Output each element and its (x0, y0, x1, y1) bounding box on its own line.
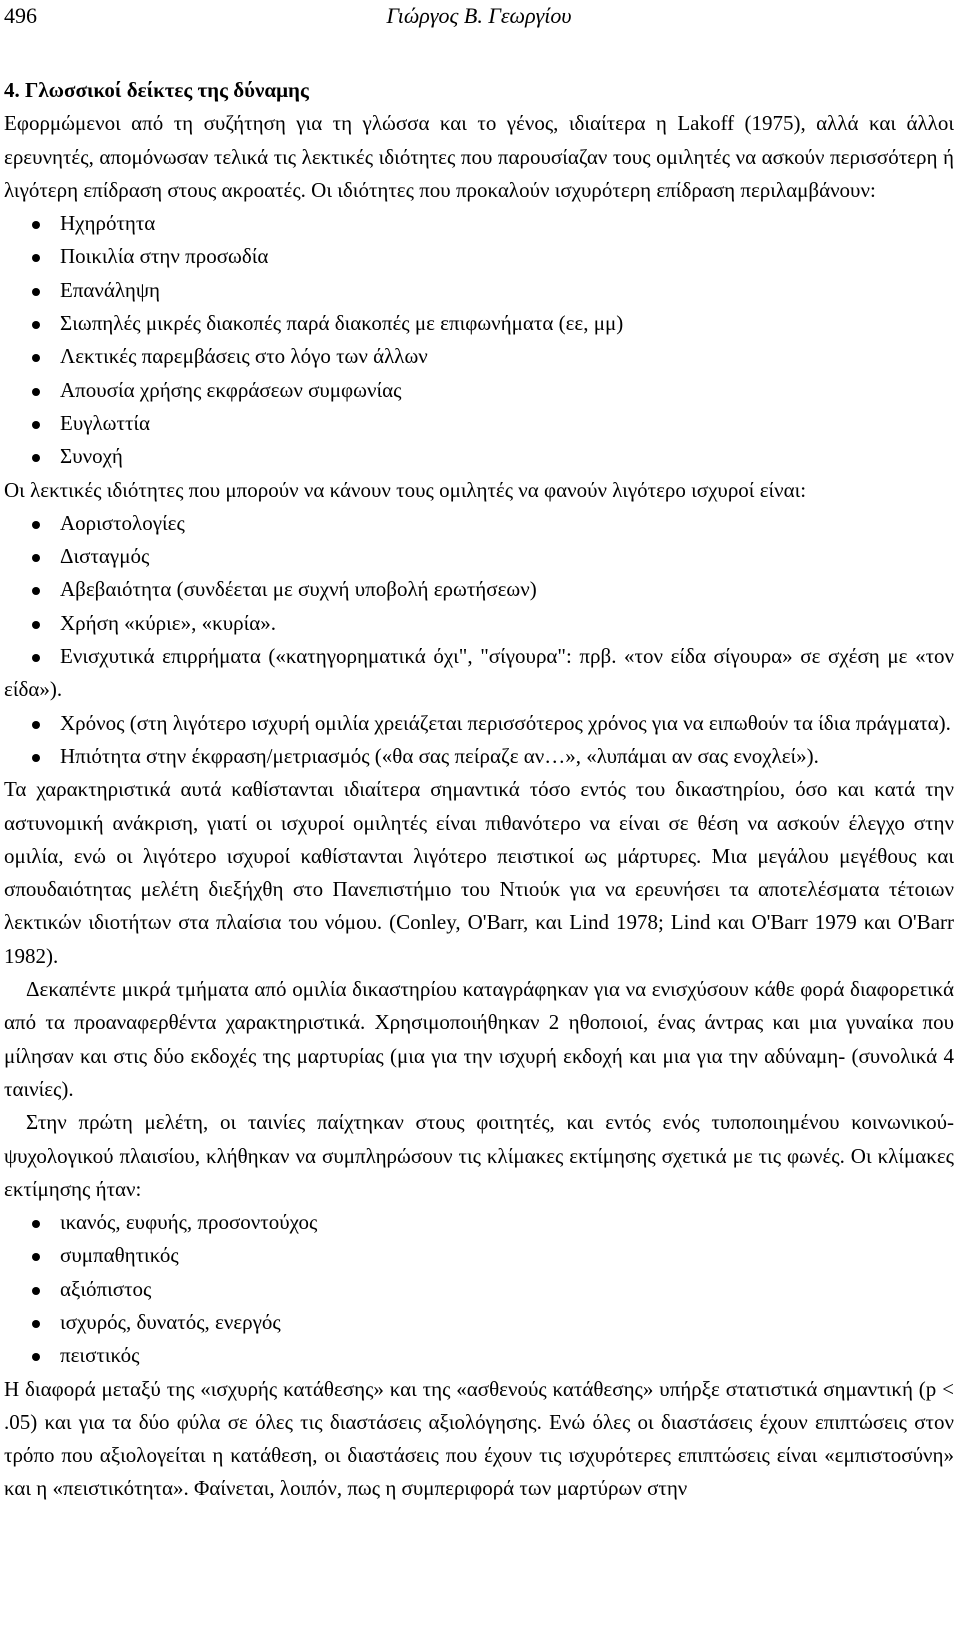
section-title: 4. Γλωσσικοί δείκτες της δύναμης (4, 78, 309, 102)
list-item: Χρήση «κύριε», «κυρία». (4, 607, 954, 640)
list-item: Συνοχή (4, 440, 954, 473)
fifteen-segments-paragraph: Δεκαπέντε μικρά τμήματα από ομιλία δικαστηρίου καταγράφηκαν για να ενισχύσουν κάθε φορά διαφορετικά από τα προαναφερθέντα χαρακτηριστικά. Χρησιμοποιήθηκαν 2 ηθοποιοί, ένας άντρας και μια γυναίκα που μίλησαν και στις δύο εκδοχές της μαρτυρίας (μια για την ισχυρή εκδοχή και μια για την αδύναμη- (συνολικά 4 ταινίες). (4, 977, 954, 1101)
first-study-paragraph: Στην πρώτη μελέτη, οι ταινίες παίχτηκαν στους φοιτητές, και εντός ενός τυποποιημένου κοινωνικού-ψυχολογικού πλαισίου, κλήθηκαν να συμπληρώσουν τις κλίμακες εκτίμησης σχετικά με τις φωνές. Οι κλίμακες εκτίμησης ήταν: (4, 1110, 954, 1201)
rating-scales-list (4, 1206, 954, 1372)
list-item: συμπαθητικός (4, 1239, 954, 1272)
list-item: Ηπιότητα στην έκφραση/μετριασμός («θα σας πείραζε αν…», «λυπάμαι αν σας ενοχλεί»). (4, 740, 954, 773)
list-item: Αβεβαιότητα (συνδέεται με συχνή υποβολή ερωτήσεων) (4, 573, 954, 606)
page-header (4, 2, 954, 30)
list-item: Απουσία χρήσης εκφράσεων συμφωνίας (4, 374, 954, 407)
list-item: ικανός, ευφυής, προσοντούχος (4, 1206, 954, 1239)
weak-features-list (4, 507, 954, 773)
list-item: Δισταγμός (4, 540, 954, 573)
body-text (4, 74, 954, 1506)
list-item: Ηχηρότητα (4, 207, 954, 240)
running-head: Γιώργος Β. Γεωργίου (386, 3, 572, 28)
court-paragraph: Τα χαρακτηριστικά αυτά καθίστανται ιδιαίτερα σημαντικά τόσο εντός του δικαστηρίου, όσο και κατά την αστυνομική ανάκριση, γιατί οι ισχυροί ομιλητές είναι πιθανότερο να είναι σε θέση να ασκούν έλεγχο στην ομιλία, ενώ οι λιγότερο ισχυροί καθίστανται λιγότερο πειστικοί ως μάρτυρες. Μια μεγάλου μεγέθους και σπουδαιότητας μελέτη διεξήχθη στο Πανεπιστήμιο του Ντιούκ για να ερευνήσει τα αποτελέσματα τέτοιων λεκτικών ιδιοτήτων στα πλαίσια του νόμου. (Conley, O'Barr, και Lind 1978; Lind και O'Barr 1979 και O'Barr 1982). (4, 777, 954, 968)
weak-intro-paragraph: Οι λεκτικές ιδιότητες που μπορούν να κάνουν τους ομιλητές να φανούν λιγότερο ισχυροί είναι: (4, 477, 807, 502)
list-item: αξιόπιστος (4, 1273, 954, 1306)
list-item: Χρόνος (στη λιγότερο ισχυρή ομιλία χρειάζεται περισσότερος χρόνος για να ειπωθούν τα ίδια πράγματα). (4, 707, 954, 740)
list-item: Επανάληψη (4, 274, 954, 307)
intro-paragraph: Εφορμώμενοι από τη συζήτηση για τη γλώσσα και το γένος, ιδιαίτερα η Lakoff (1975), αλλά και άλλοι ερευνητές, απομόνωσαν τελικά τις λεκτικές ιδιότητες που παρουσίαζαν τους ομιλητές να ασκούν περισσότερη ή λιγότερη επίδραση στους ακροατές. Οι ιδιότητες που προκαλούν ισχυρότερη επίδραση περιλαμβάνουν: (4, 111, 954, 202)
page-number: 496 (4, 3, 37, 28)
list-item: Λεκτικές παρεμβάσεις στο λόγο των άλλων (4, 340, 954, 373)
list-item: Αοριστολογίες (4, 507, 954, 540)
list-item: πειστικός (4, 1339, 954, 1372)
difference-paragraph: Η διαφορά μεταξύ της «ισχυρής κατάθεσης» και της «ασθενούς κατάθεσης» υπήρξε στατιστικά σημαντική (p < .05) και για τα δύο φύλα σε όλες τις διαστάσεις αξιολόγησης. Ενώ όλες οι διαστάσεις έχουν επιπτώσεις στον τρόπο που αξιολογείται η κατάθεση, οι διαστάσεις που έχουν τις ισχυρότερες επιπτώσεις είναι «εμπιστοσύνη» και η «πειστικότητα». Φαίνεται, λοιπόν, πως η συμπεριφορά των μαρτύρων στην (4, 1376, 954, 1501)
list-item: Ενισχυτικά επιρρήματα («κατηγορηματικά όχι", "σίγουρα": πρβ. «τον είδα σίγουρα» σε σχέση με «τον είδα»). (4, 640, 954, 707)
list-item: ισχυρός, δυνατός, ενεργός (4, 1306, 954, 1339)
list-item: Σιωπηλές μικρές διακοπές παρά διακοπές με επιφωνήματα (εε, μμ) (4, 307, 954, 340)
strong-features-list (4, 207, 954, 473)
list-item: Ευγλωττία (4, 407, 954, 440)
list-item: Ποικιλία στην προσωδία (4, 240, 954, 273)
